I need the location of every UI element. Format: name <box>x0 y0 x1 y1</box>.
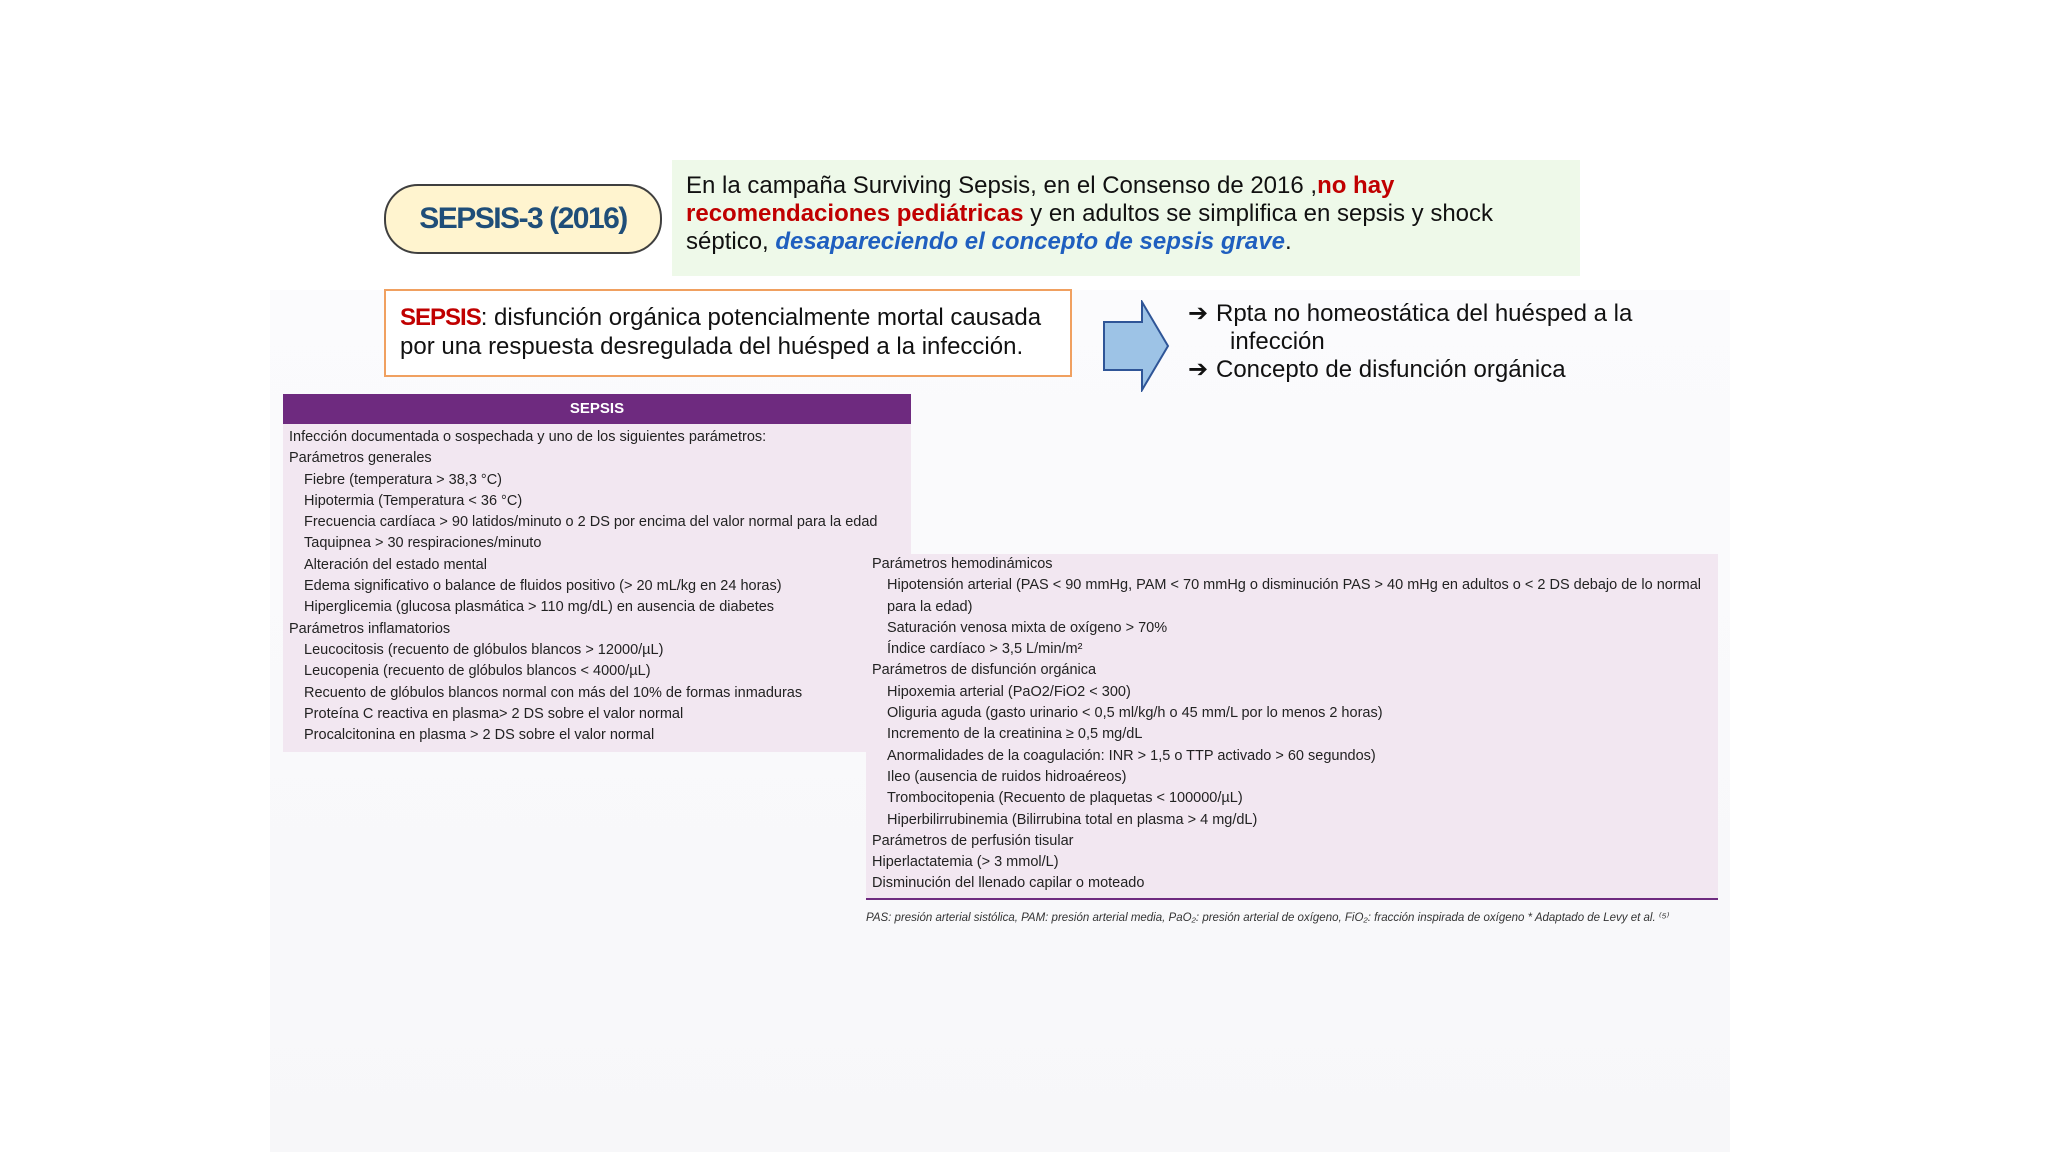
definition-term: SEPSIS <box>400 304 481 331</box>
table-row: Hiperbilirrubinemia (Bilirrubina total en plasma > 4 mg/dL) <box>887 811 1258 828</box>
right-arrow-icon <box>1102 300 1172 392</box>
table-row: Hipotermia (Temperatura < 36 °C) <box>304 492 523 509</box>
table-footnote: PAS: presión arterial sistólica, PAM: presión arterial media, PaO₂: presión arterial de oxígeno, FiO₂: fracción inspirada de oxígeno * Adaptado de Levy et al. ⁽⁵⁾ <box>866 912 1670 924</box>
intro-part2: y en adultos se simplifica en sepsis y shock séptico, <box>686 200 1494 255</box>
table-intro: Infección documentada o sospechada y uno de los siguientes parámetros: <box>289 429 767 445</box>
table-row: Taquipnea > 30 respiraciones/minuto <box>304 535 542 552</box>
bullet-arrow-icon: ➔ <box>1188 300 1209 327</box>
table-row: Recuento de glóbulos blancos normal con más del 10% de formas inmaduras <box>304 684 803 701</box>
bullet-item <box>1188 300 1708 328</box>
table-row: Anormalidades de la coagulación: INR > 1,5 o TTP activado > 60 segundos) <box>887 747 1376 764</box>
table-row: Disminución del llenado capilar o moteado <box>872 875 1145 892</box>
table-row: Saturación venosa mixta de oxígeno > 70% <box>887 619 1168 636</box>
intro-part3: . <box>1284 228 1292 255</box>
bullet-list <box>1188 300 1708 384</box>
table-row: Índice cardíaco > 3,5 L/min/m² <box>887 641 1083 658</box>
intro-text <box>686 172 1566 256</box>
table-row: Hipoxemia arterial (PaO2/FiO2 < 300) <box>887 683 1131 700</box>
table-row: Fiebre (temperatura > 38,3 °C) <box>304 471 503 488</box>
section-title-general: Parámetros generales <box>289 450 432 467</box>
section-title-inflammatory: Parámetros inflamatorios <box>289 620 451 637</box>
organ-dysfunction-table <box>866 554 1718 900</box>
title-badge <box>384 184 662 254</box>
table-row: Ileo (ausencia de ruidos hidroaéreos) <box>887 768 1127 785</box>
section-title-organ: Parámetros de disfunción orgánica <box>872 662 1097 679</box>
bullet-item <box>1188 356 1708 384</box>
definition-text <box>400 303 1070 361</box>
table-row: Alteración del estado mental <box>304 556 487 573</box>
table-row: Incremento de la creatinina ≥ 0,5 mg/dL <box>887 726 1143 743</box>
table-row: Hiperglicemia (glucosa plasmática > 110 mg/dL) en ausencia de diabetes <box>304 599 775 616</box>
table-row: Edema significativo o balance de fluidos positivo (> 20 mL/kg en 24 horas) <box>304 578 782 595</box>
intro-highlight-red: no hay recomendaciones pediátricas <box>686 172 1395 227</box>
table-row: Leucopenia (recuento de glóbulos blancos < 4000/µL) <box>304 663 651 680</box>
table-header: SEPSIS <box>283 394 911 424</box>
bullet-text: Concepto de disfunción orgánica <box>1216 356 1566 383</box>
table-row: Hipotensión arterial (PAS < 90 mmHg, PAM < 70 mmHg o disminución PAS > 40 mHg en adultos o < 2 DS debajo de lo normal para la edad) <box>887 577 1702 615</box>
intro-highlight-blue: desapareciendo el concepto de sepsis grave <box>775 228 1285 255</box>
table-row: Frecuencia cardíaca > 90 latidos/minuto o 2 DS por encima del valor normal para la edad <box>304 514 878 531</box>
intro-part1: En la campaña Surviving Sepsis, en el Consenso de 2016 , <box>686 172 1318 199</box>
section-title-perfusion: Parámetros de perfusión tisular <box>872 832 1074 849</box>
table-row: Proteína C reactiva en plasma> 2 DS sobre el valor normal <box>304 705 684 722</box>
definition-body: : disfunción orgánica potencialmente mortal causada por una respuesta desregulada del huésped a la infección. <box>400 304 1042 360</box>
table-row: Oliguria aguda (gasto urinario < 0,5 ml/kg/h o 45 mm/L por lo menos 2 horas) <box>887 705 1383 722</box>
table-row: Hiperlactatemia (> 3 mmol/L) <box>872 854 1059 871</box>
bullet-continuation: infección <box>1230 328 1325 355</box>
slide-title: SEPSIS-3 (2016) <box>419 202 627 235</box>
sepsis-table <box>283 394 911 752</box>
table-row: Leucocitosis (recuento de glóbulos blancos > 12000/µL) <box>304 641 664 658</box>
bullet-arrow-icon: ➔ <box>1188 356 1209 383</box>
table-row: Procalcitonina en plasma > 2 DS sobre el valor normal <box>304 727 655 744</box>
bullet-text: Rpta no homeostática del huésped a la <box>1216 300 1633 327</box>
table-row: Trombocitopenia (Recuento de plaquetas < 100000/µL) <box>887 790 1243 807</box>
section-title-hemodynamic: Parámetros hemodinámicos <box>872 556 1053 572</box>
